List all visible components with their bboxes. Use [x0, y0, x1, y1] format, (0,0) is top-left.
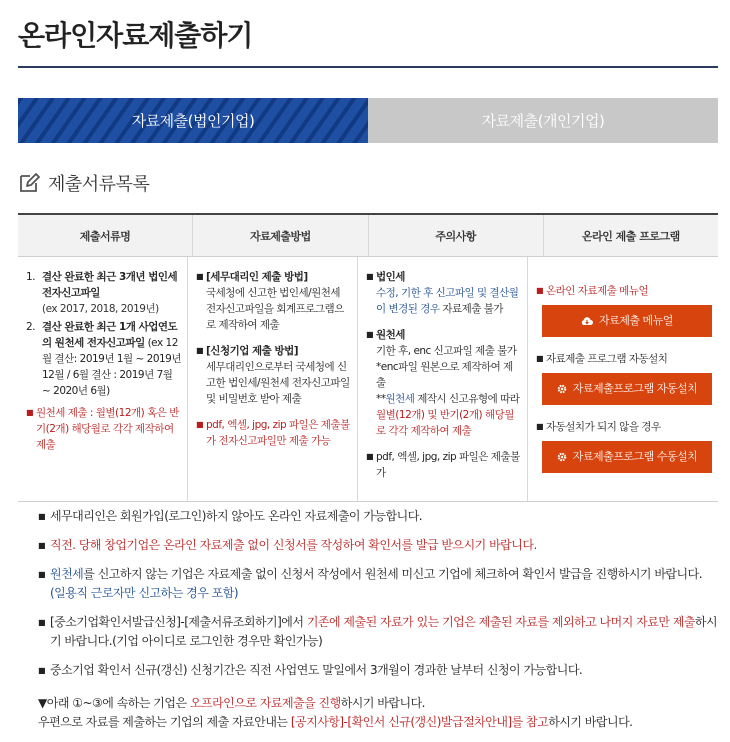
list-item: 1. 결산 완료한 최근 3개년 법인세 전자신고파일 (ex 2017, 2018, 2019년): [26, 271, 178, 315]
notice-item: ■ 원천세를 신고하지 않는 기업은 자료제출 없이 신청서 작성에서 원천세 미신고 기업에 체크하여 확인서 발급을 진행하시기 바랍니다. (일용직 근로자만 신고하는 경우 포함): [38, 567, 703, 600]
notice-link[interactable]: [공지사항]-[확인서 신규(갱신)발급절차안내]를 참고: [290, 715, 549, 729]
offline-line-1: ▼아래 ①~③에 속하는 기업은 오프라인으로 자료제출을 진행하시기 바랍니다.: [38, 696, 425, 710]
cell-doc-name: [18, 257, 187, 501]
doc-item-2: 결산 완료한 최근 1개 사업연도의 원천세 전자신고파일: [42, 321, 178, 349]
header-method: 자료제출방법: [192, 215, 367, 256]
gear-icon: [557, 384, 567, 394]
notice-item: ■ 중소기업 확인서 신규(갱신) 신청기간은 직전 사업연도 말일에서 3개월이 경과한 날부터 신청이 가능합니다.: [38, 663, 583, 677]
cell-program: [527, 257, 718, 501]
table-row: [18, 257, 718, 502]
auto-install-label: ■ 자료제출 프로그램 자동설치: [536, 353, 668, 365]
page-title: 온라인자료제출하기: [18, 19, 253, 52]
tab-individual[interactable]: 자료제출(개인기업): [368, 98, 718, 143]
doc-item-1: 결산 완료한 최근 3개년 법인세 전자신고파일: [42, 271, 178, 299]
withholding-note: ■ 원천세 제출 : 월별(12개) 혹은 반기(2개) 해당월로 각각 제작하여 제출: [26, 407, 179, 451]
gear-icon: [557, 452, 567, 462]
table-header: [18, 213, 718, 257]
section-header: [18, 170, 149, 196]
manual-install-button[interactable]: 자료제출프로그램 수동설치: [542, 441, 712, 473]
document-table: [18, 213, 718, 502]
caution-corporate: ■ 법인세 수정, 기한 후 신고파일 및 결산월이 변경된 경우 자료제출 불가: [366, 271, 519, 315]
method-applicant: ■ [신청기업 제출 방법] 세무대리인으로부터 국세청에 신고한 법인세/원천세 전자신고파일 및 비밀번호 받아 제출: [196, 345, 350, 405]
method-tax-agent: ■ [세무대리인 제출 방법] 국세청에 신고한 법인세/원천세 전자신고파일을 회계프로그램으로 제작하여 제출: [196, 271, 344, 331]
cell-caution: [357, 257, 527, 501]
method-file-note: ■ pdf, 엑셀, jpg, zip 파일은 제출불가 전자신고파일만 제출 가능: [196, 419, 350, 447]
auto-install-button[interactable]: 자료제출프로그램 자동설치: [542, 373, 712, 405]
manual-link[interactable]: ■ 온라인 자료제출 메뉴얼: [536, 285, 649, 297]
doc-item-2-example: (ex 12월 결산: 2019년 1월 ~ 2019년 12월 / 6월 결산 : 2019년 7월 ~ 2020년 6월): [42, 337, 182, 397]
tab-bar: [18, 98, 718, 143]
notice-item: ■ 세무대리인은 회원가입(로그인)하지 않아도 온라인 자료제출이 가능합니다.: [38, 509, 423, 523]
tab-corporate[interactable]: 자료제출(법인기업): [18, 98, 368, 143]
doc-list: [26, 269, 181, 399]
notice-item: ■ [중소기업확인서발급신청]-[제출서류조회하기]에서 기존에 제출된 자료가 있는 기업은 제출된 자료를 제외하고 나머지 자료만 제출하시기 바랍니다.(기업 아이디로 로그인한 경우만 확인가능): [38, 615, 718, 648]
cloud-download-icon: [581, 316, 593, 326]
manual-download-button[interactable]: 자료제출 메뉴얼: [542, 305, 712, 337]
offline-notice: [38, 694, 728, 732]
doc-item-1-example: (ex 2017, 2018, 2019년): [42, 303, 159, 315]
offline-line-2: 우편으로 자료를 제출하는 기업의 제출 자료안내는 [공지사항]-[확인서 신규(갱신)발급절차안내]를 참고하시기 바랍니다.: [38, 715, 633, 729]
caution-withholding: ■ 원천세 기한 후, enc 신고파일 제출 불가 *enc파일 원본으로 제작하여 제출 **원천세 제작시 신고유형에 따라 월별(12개) 및 반기(2개) 해당월로 각각 제작하여 제출: [366, 329, 520, 437]
caution-file-note: ■ pdf, 엑셀, jpg, zip 파일은 제출불가: [366, 451, 520, 479]
header-program: 온라인 제출 프로그램: [543, 215, 718, 256]
list-item: 2. 결산 완료한 최근 1개 사업연도의 원천세 전자신고파일 (ex 12월 결산: 2019년 1월 ~ 2019년 12월 / 6월 결산 : 2019년 7월 ~ 2020년 6월): [26, 321, 182, 397]
cell-method: [187, 257, 357, 501]
section-title: 제출서류목록: [48, 174, 150, 195]
header-caution: 주의사항: [368, 215, 543, 256]
manual-install-label: ■ 자동설치가 되지 않을 경우: [536, 421, 661, 433]
header-doc-name: 제출서류명: [79, 229, 131, 243]
title-divider: [18, 66, 718, 68]
edit-icon: [18, 172, 40, 194]
notice-list: [38, 507, 718, 690]
notice-item: ■ 직전. 당해 창업기업은 온라인 자료제출 없이 신청서를 작성하여 확인서를 발급 받으시기 바랍니다.: [38, 538, 537, 552]
